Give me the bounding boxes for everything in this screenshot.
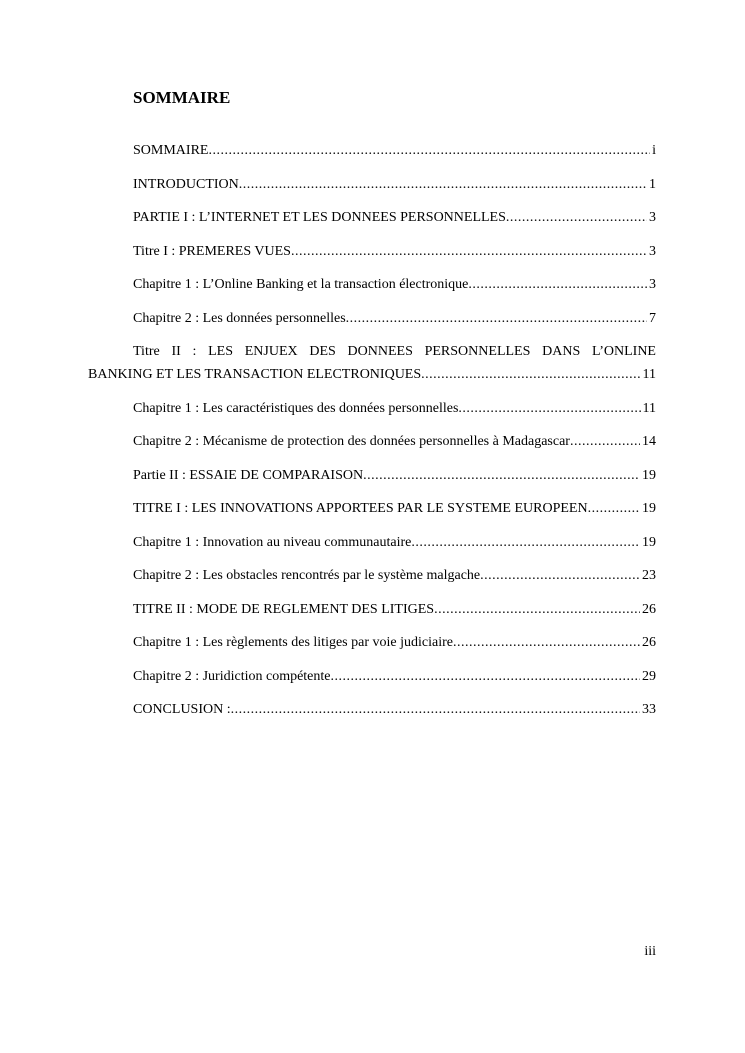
toc-entry-page: 3: [649, 277, 656, 292]
dot-leader: [453, 632, 640, 654]
dot-leader: [331, 666, 640, 688]
dot-leader: [231, 699, 640, 721]
dot-leader: [570, 431, 640, 453]
page-title: SOMMAIRE: [133, 88, 231, 107]
toc-entry: [88, 632, 656, 654]
toc-entry: [88, 599, 656, 621]
toc-entry: [88, 241, 656, 263]
toc-entry-title: Chapitre 2 : Les données personnelles: [133, 310, 346, 326]
toc-entry: [88, 431, 656, 453]
toc-entry-title: Chapitre 1 : Les règlements des litiges par voie judiciaire: [133, 635, 453, 650]
toc-entry-title: TITRE I : LES INNOVATIONS APPORTEES PAR LE SYSTEME EUROPEEN: [133, 501, 588, 516]
toc-entry: [88, 498, 656, 520]
toc-entry: [88, 341, 656, 386]
toc-entry-page: 1: [649, 176, 656, 192]
dot-leader: [346, 308, 647, 330]
dot-leader: [480, 565, 640, 587]
dot-leader: [239, 174, 647, 196]
dot-leader: [291, 241, 647, 263]
toc-entry-title: Chapitre 2 : Mécanisme de protection des données personnelles à Madagascar: [133, 434, 570, 449]
toc-entry-page: 23: [642, 568, 656, 583]
toc-entry-title-line2: BANKING ET LES TRANSACTION ELECTRONIQUES: [88, 367, 422, 382]
toc-entry: [88, 398, 656, 420]
dot-leader: [434, 599, 640, 621]
toc-entry-title: TITRE II : MODE DE REGLEMENT DES LITIGES: [133, 601, 435, 617]
toc-entry: [88, 207, 656, 229]
toc-entry-page: 19: [642, 534, 656, 550]
toc-entry-title: CONCLUSION :: [133, 702, 231, 717]
dot-leader: [468, 274, 647, 296]
toc-entry-title-line1: Titre II : LES ENJUEX DES DONNEES PERSONNELLES DANS L’ONLINE: [133, 344, 656, 359]
toc-entry-page: 11: [642, 367, 656, 382]
toc-entry-title: PARTIE I : L’INTERNET ET LES DONNEES PERSONNELLES: [133, 210, 506, 225]
toc-entry-page: 7: [649, 310, 656, 326]
toc-entry-page: 26: [642, 635, 656, 650]
dot-leader: [208, 140, 650, 162]
toc-entry-title: Chapitre 2 : Juridiction compétente: [133, 668, 331, 684]
toc-entry-title: INTRODUCTION: [133, 176, 239, 192]
toc-entry-page: 33: [642, 702, 656, 717]
dot-leader: [506, 207, 647, 229]
toc-entry: [88, 308, 656, 330]
toc-entry-page: 29: [642, 668, 656, 684]
toc-entry-page: i: [652, 143, 656, 158]
toc-entry-page: 11: [642, 400, 656, 416]
toc-entry-title: Chapitre 2 : Les obstacles rencontrés par le système malgache: [133, 568, 481, 583]
table-of-contents: [88, 140, 656, 733]
page-number: iii: [644, 944, 656, 959]
toc-entry: [88, 274, 656, 296]
toc-entry-title: Chapitre 1 : Les caractéristiques des données personnelles: [133, 400, 459, 416]
toc-entry: [88, 699, 656, 721]
dot-leader: [588, 498, 640, 520]
toc-entry-page: 3: [649, 243, 656, 259]
dot-leader: [458, 398, 640, 420]
toc-entry: [88, 666, 656, 688]
toc-entry-page: 19: [642, 467, 656, 483]
toc-entry: [88, 532, 656, 554]
toc-entry-title: Partie II : ESSAIE DE COMPARAISON: [133, 467, 364, 483]
toc-entry-title: SOMMAIRE: [133, 143, 209, 158]
toc-entry-title: Chapitre 1 : L’Online Banking et la transaction électronique: [133, 277, 469, 292]
toc-entry: [88, 465, 656, 487]
dot-leader: [411, 532, 640, 554]
toc-entry: [88, 565, 656, 587]
toc-entry-title: Chapitre 1 : Innovation au niveau communautaire: [133, 534, 412, 550]
toc-entry: [88, 140, 656, 162]
dot-leader: [421, 364, 640, 386]
toc-entry: [88, 174, 656, 196]
dot-leader: [363, 465, 640, 487]
toc-entry-page: 14: [642, 434, 656, 449]
toc-entry-page: 26: [642, 601, 656, 617]
toc-entry-page: 19: [642, 501, 656, 516]
toc-entry-page: 3: [649, 210, 656, 225]
toc-entry-title: Titre I : PREMERES VUES: [133, 243, 291, 259]
